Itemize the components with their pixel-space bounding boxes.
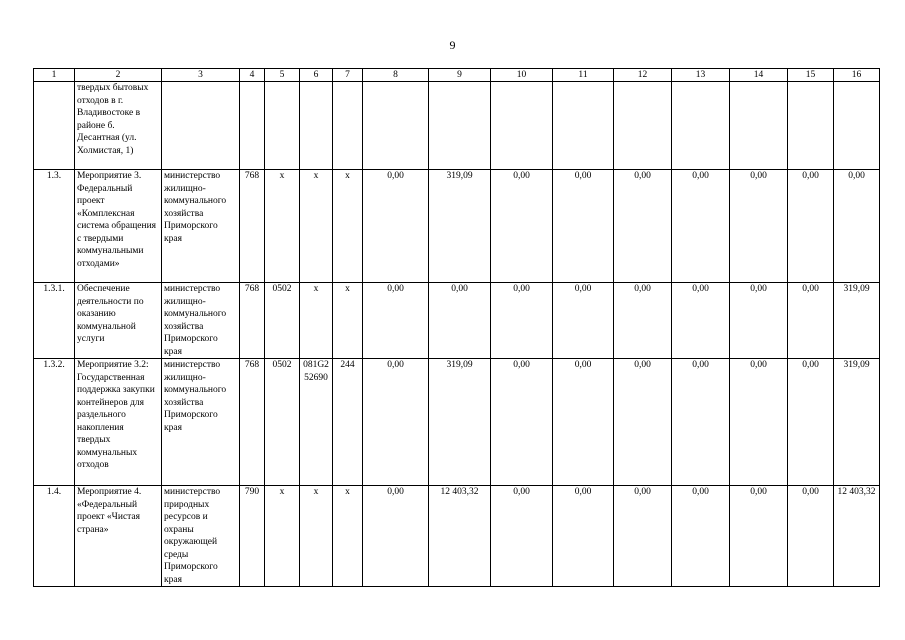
cell-section: 0502 [265, 283, 300, 359]
column-header: 3 [162, 69, 240, 82]
cell-value: 319,09 [429, 170, 491, 283]
cell-value: 0,00 [672, 359, 730, 486]
cell-section: х [265, 486, 300, 587]
cell-value [672, 82, 730, 170]
cell-activity: Мероприятие 4. «Федеральный проект «Чистая страна» [75, 486, 162, 587]
column-header: 1 [34, 69, 75, 82]
cell-expense-type: х [333, 283, 363, 359]
cell-value [730, 82, 788, 170]
cell-grbs: 768 [240, 283, 265, 359]
cell-expense-type: х [333, 170, 363, 283]
column-header: 5 [265, 69, 300, 82]
cell-value: 0,00 [730, 486, 788, 587]
cell-target-article: 081G2 52690 [300, 359, 333, 486]
cell-number: 1.3.1. [34, 283, 75, 359]
cell-value: 0,00 [730, 359, 788, 486]
cell-value: 0,00 [730, 283, 788, 359]
cell-value: 0,00 [788, 359, 834, 486]
column-header: 10 [491, 69, 553, 82]
cell-responsible: министерство природных ресурсов и охраны окружающей среды Приморского края [162, 486, 240, 587]
table-row [34, 82, 880, 170]
cell-expense-type: 244 [333, 359, 363, 486]
cell-value [491, 82, 553, 170]
column-header: 6 [300, 69, 333, 82]
cell-value: 0,00 [553, 486, 614, 587]
cell-value: 0,00 [363, 283, 429, 359]
cell-value: 0,00 [672, 283, 730, 359]
cell-value: 0,00 [491, 283, 553, 359]
cell-responsible: министерство жилищно-коммунального хозяйства Приморского края [162, 283, 240, 359]
cell-value: 319,09 [834, 283, 880, 359]
cell-value: 0,00 [363, 359, 429, 486]
column-header: 7 [333, 69, 363, 82]
cell-value: 0,00 [614, 359, 672, 486]
cell-value: 0,00 [363, 486, 429, 587]
cell-value [429, 82, 491, 170]
cell-value: 0,00 [491, 486, 553, 587]
column-header: 16 [834, 69, 880, 82]
cell-target-article: х [300, 170, 333, 283]
cell-value: 0,00 [553, 170, 614, 283]
cell-target-article [300, 82, 333, 170]
cell-value: 319,09 [834, 359, 880, 486]
cell-value: 0,00 [730, 170, 788, 283]
cell-responsible: министерство жилищно-коммунального хозяйства Приморского края [162, 170, 240, 283]
cell-value: 0,00 [553, 359, 614, 486]
table-row [34, 486, 880, 587]
cell-value: 0,00 [788, 486, 834, 587]
table-row [34, 283, 880, 359]
column-header: 11 [553, 69, 614, 82]
cell-section: х [265, 170, 300, 283]
cell-activity: Мероприятие 3.2: Государственная поддержка закупки контейнеров для раздельного накопления твердых коммунальных отходов [75, 359, 162, 486]
cell-value [553, 82, 614, 170]
column-header: 8 [363, 69, 429, 82]
cell-value: 12 403,32 [834, 486, 880, 587]
cell-value: 0,00 [491, 359, 553, 486]
cell-value [834, 82, 880, 170]
cell-responsible [162, 82, 240, 170]
cell-value: 0,00 [429, 283, 491, 359]
cell-section [265, 82, 300, 170]
cell-value: 12 403,32 [429, 486, 491, 587]
cell-number: 1.3.2. [34, 359, 75, 486]
cell-number: 1.4. [34, 486, 75, 587]
cell-grbs: 768 [240, 170, 265, 283]
cell-value: 0,00 [491, 170, 553, 283]
cell-number [34, 82, 75, 170]
cell-value: 0,00 [672, 170, 730, 283]
cell-value: 0,00 [788, 170, 834, 283]
column-header: 15 [788, 69, 834, 82]
cell-activity: Мероприятие 3. Федеральный проект «Комплексная система обращения с твердыми коммунальными отходами» [75, 170, 162, 283]
page-number: 9 [449, 38, 456, 52]
column-header: 13 [672, 69, 730, 82]
cell-value [363, 82, 429, 170]
cell-target-article: х [300, 283, 333, 359]
column-header: 4 [240, 69, 265, 82]
cell-value: 0,00 [788, 283, 834, 359]
cell-value: 0,00 [672, 486, 730, 587]
cell-section: 0502 [265, 359, 300, 486]
cell-value: 0,00 [614, 283, 672, 359]
budget-table [33, 68, 880, 587]
column-header: 14 [730, 69, 788, 82]
cell-value [614, 82, 672, 170]
cell-expense-type: х [333, 486, 363, 587]
cell-value: 0,00 [834, 170, 880, 283]
column-header: 9 [429, 69, 491, 82]
cell-responsible: министерство жилищно-коммунального хозяйства Приморского края [162, 359, 240, 486]
cell-value: 0,00 [614, 486, 672, 587]
cell-value [788, 82, 834, 170]
cell-value: 319,09 [429, 359, 491, 486]
cell-value: 0,00 [363, 170, 429, 283]
cell-activity: твердых бытовых отходов в г. Владивостоке в районе б. Десантная (ул. Холмистая, 1) [75, 82, 162, 170]
header-row [34, 69, 880, 82]
table-row [34, 359, 880, 486]
cell-expense-type [333, 82, 363, 170]
table-row [34, 170, 880, 283]
cell-number: 1.3. [34, 170, 75, 283]
cell-grbs: 790 [240, 486, 265, 587]
cell-value: 0,00 [614, 170, 672, 283]
cell-target-article: х [300, 486, 333, 587]
cell-grbs: 768 [240, 359, 265, 486]
cell-value: 0,00 [553, 283, 614, 359]
column-header: 12 [614, 69, 672, 82]
cell-activity: Обеспечение деятельности по оказанию коммунальной услуги [75, 283, 162, 359]
column-header: 2 [75, 69, 162, 82]
cell-grbs [240, 82, 265, 170]
